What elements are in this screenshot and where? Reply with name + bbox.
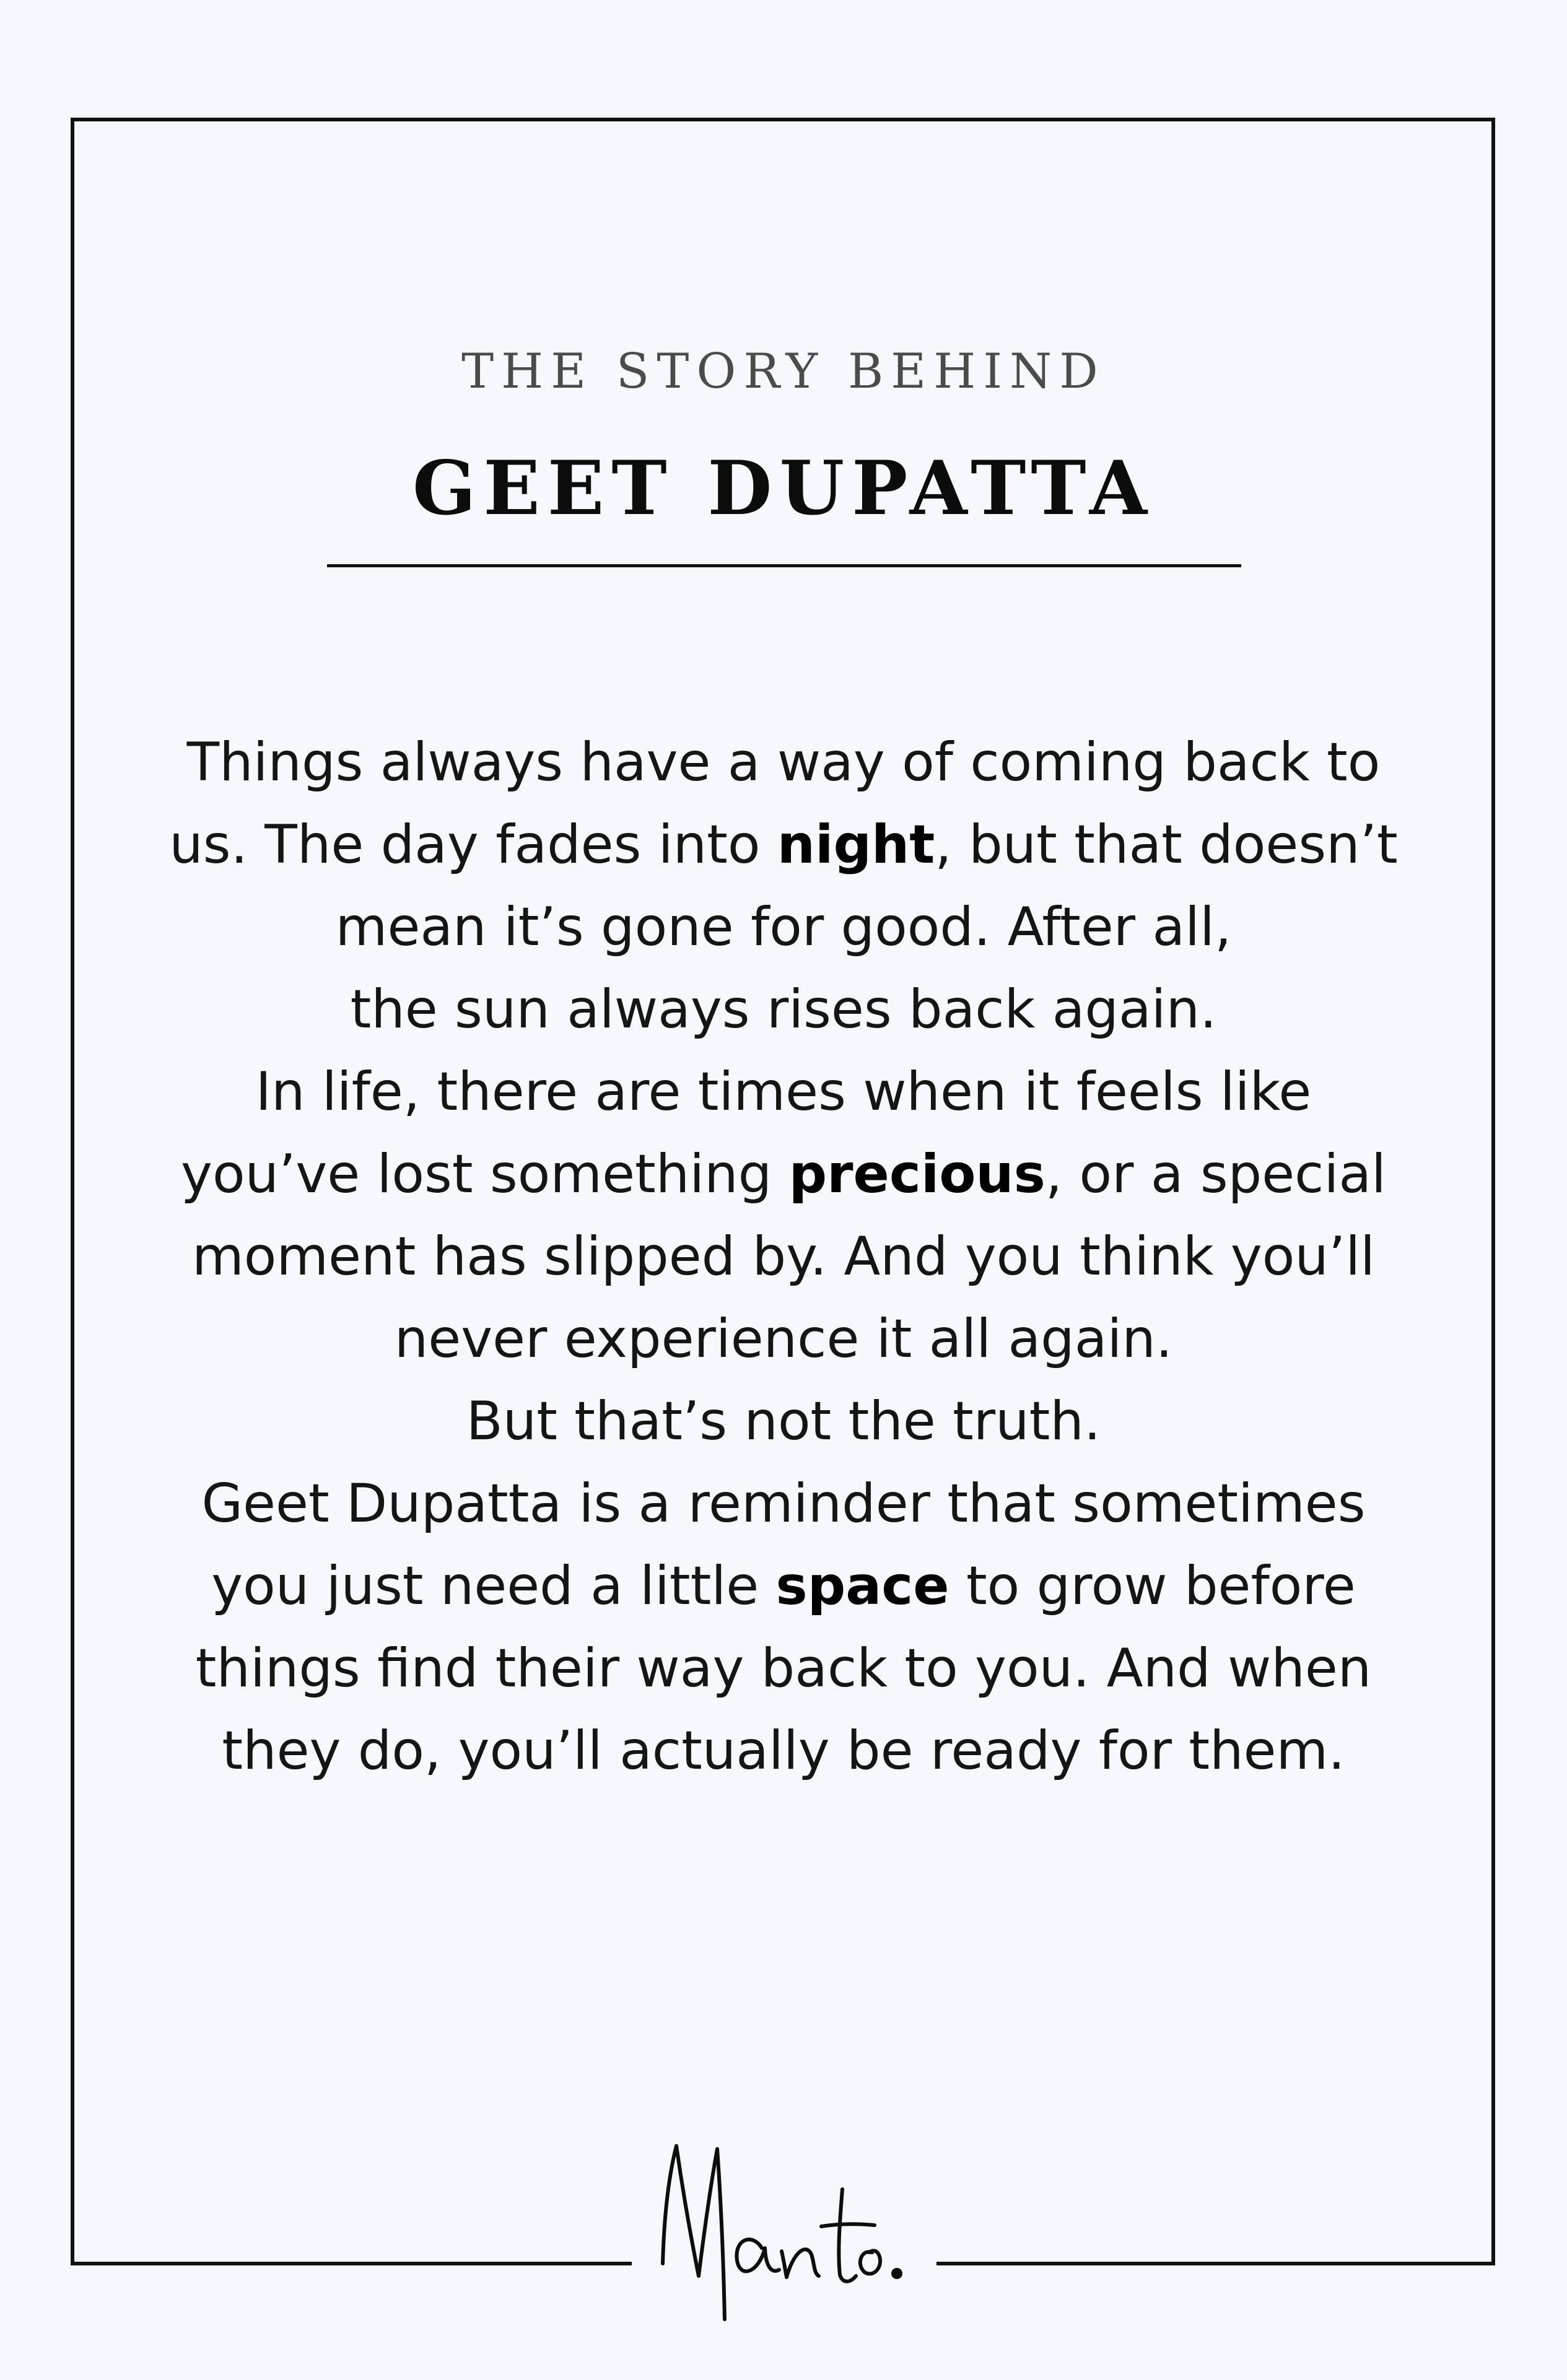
emphasis-word: precious	[788, 1143, 1045, 1205]
story-text: But that’s not the truth.	[466, 1390, 1101, 1452]
story-text: , but that doesn’t	[935, 814, 1398, 876]
story-text: never experience it all again.	[394, 1308, 1173, 1370]
page-title: GEET DUPATTA	[412, 445, 1155, 532]
story-text: In life, there are times when it feels like	[255, 1061, 1312, 1123]
signature-logo	[638, 2121, 929, 2344]
story-text: Things always have a way of coming back to	[186, 731, 1381, 793]
story-text: things find their way back to you. And when	[195, 1637, 1372, 1699]
story-text: us. The day fades into	[169, 814, 777, 876]
story-line	[155, 1051, 1412, 1133]
story-text: moment has slipped by. And you think you’ll	[191, 1226, 1375, 1288]
title-divider	[327, 564, 1241, 567]
story-text: Geet Dupatta is a reminder that sometimes	[201, 1473, 1366, 1535]
eyebrow-heading: THE STORY BEHIND	[461, 344, 1106, 399]
story-text: mean it’s gone for good. After all,	[335, 896, 1232, 958]
frame-bottom-border-left	[71, 2262, 632, 2265]
story-line	[155, 1298, 1412, 1380]
story-text: to grow before	[949, 1555, 1356, 1617]
story-text: you’ve lost something	[181, 1143, 789, 1205]
emphasis-word: space	[775, 1555, 949, 1617]
story-line	[155, 1628, 1412, 1710]
story-line	[155, 804, 1412, 886]
story-line	[155, 969, 1412, 1051]
emphasis-word: night	[777, 814, 935, 876]
story-line	[155, 886, 1412, 969]
story-line	[155, 1133, 1412, 1216]
story-line	[155, 1380, 1412, 1463]
frame-right-border	[1491, 118, 1495, 2265]
story-line	[155, 1710, 1412, 1792]
story-line	[155, 1545, 1412, 1628]
story-text: , or a special	[1045, 1143, 1386, 1205]
story-text: you just need a little	[211, 1555, 776, 1617]
story-line	[155, 1463, 1412, 1545]
story-text: they do, you’ll actually be ready for them.	[222, 1720, 1345, 1782]
frame-top-border	[71, 118, 1495, 121]
story-line	[155, 721, 1412, 804]
story-text: the sun always rises back again.	[350, 979, 1217, 1040]
story-body	[155, 721, 1412, 1792]
frame-left-border	[71, 118, 74, 2265]
story-line	[155, 1216, 1412, 1298]
frame-bottom-border-right	[936, 2262, 1495, 2265]
